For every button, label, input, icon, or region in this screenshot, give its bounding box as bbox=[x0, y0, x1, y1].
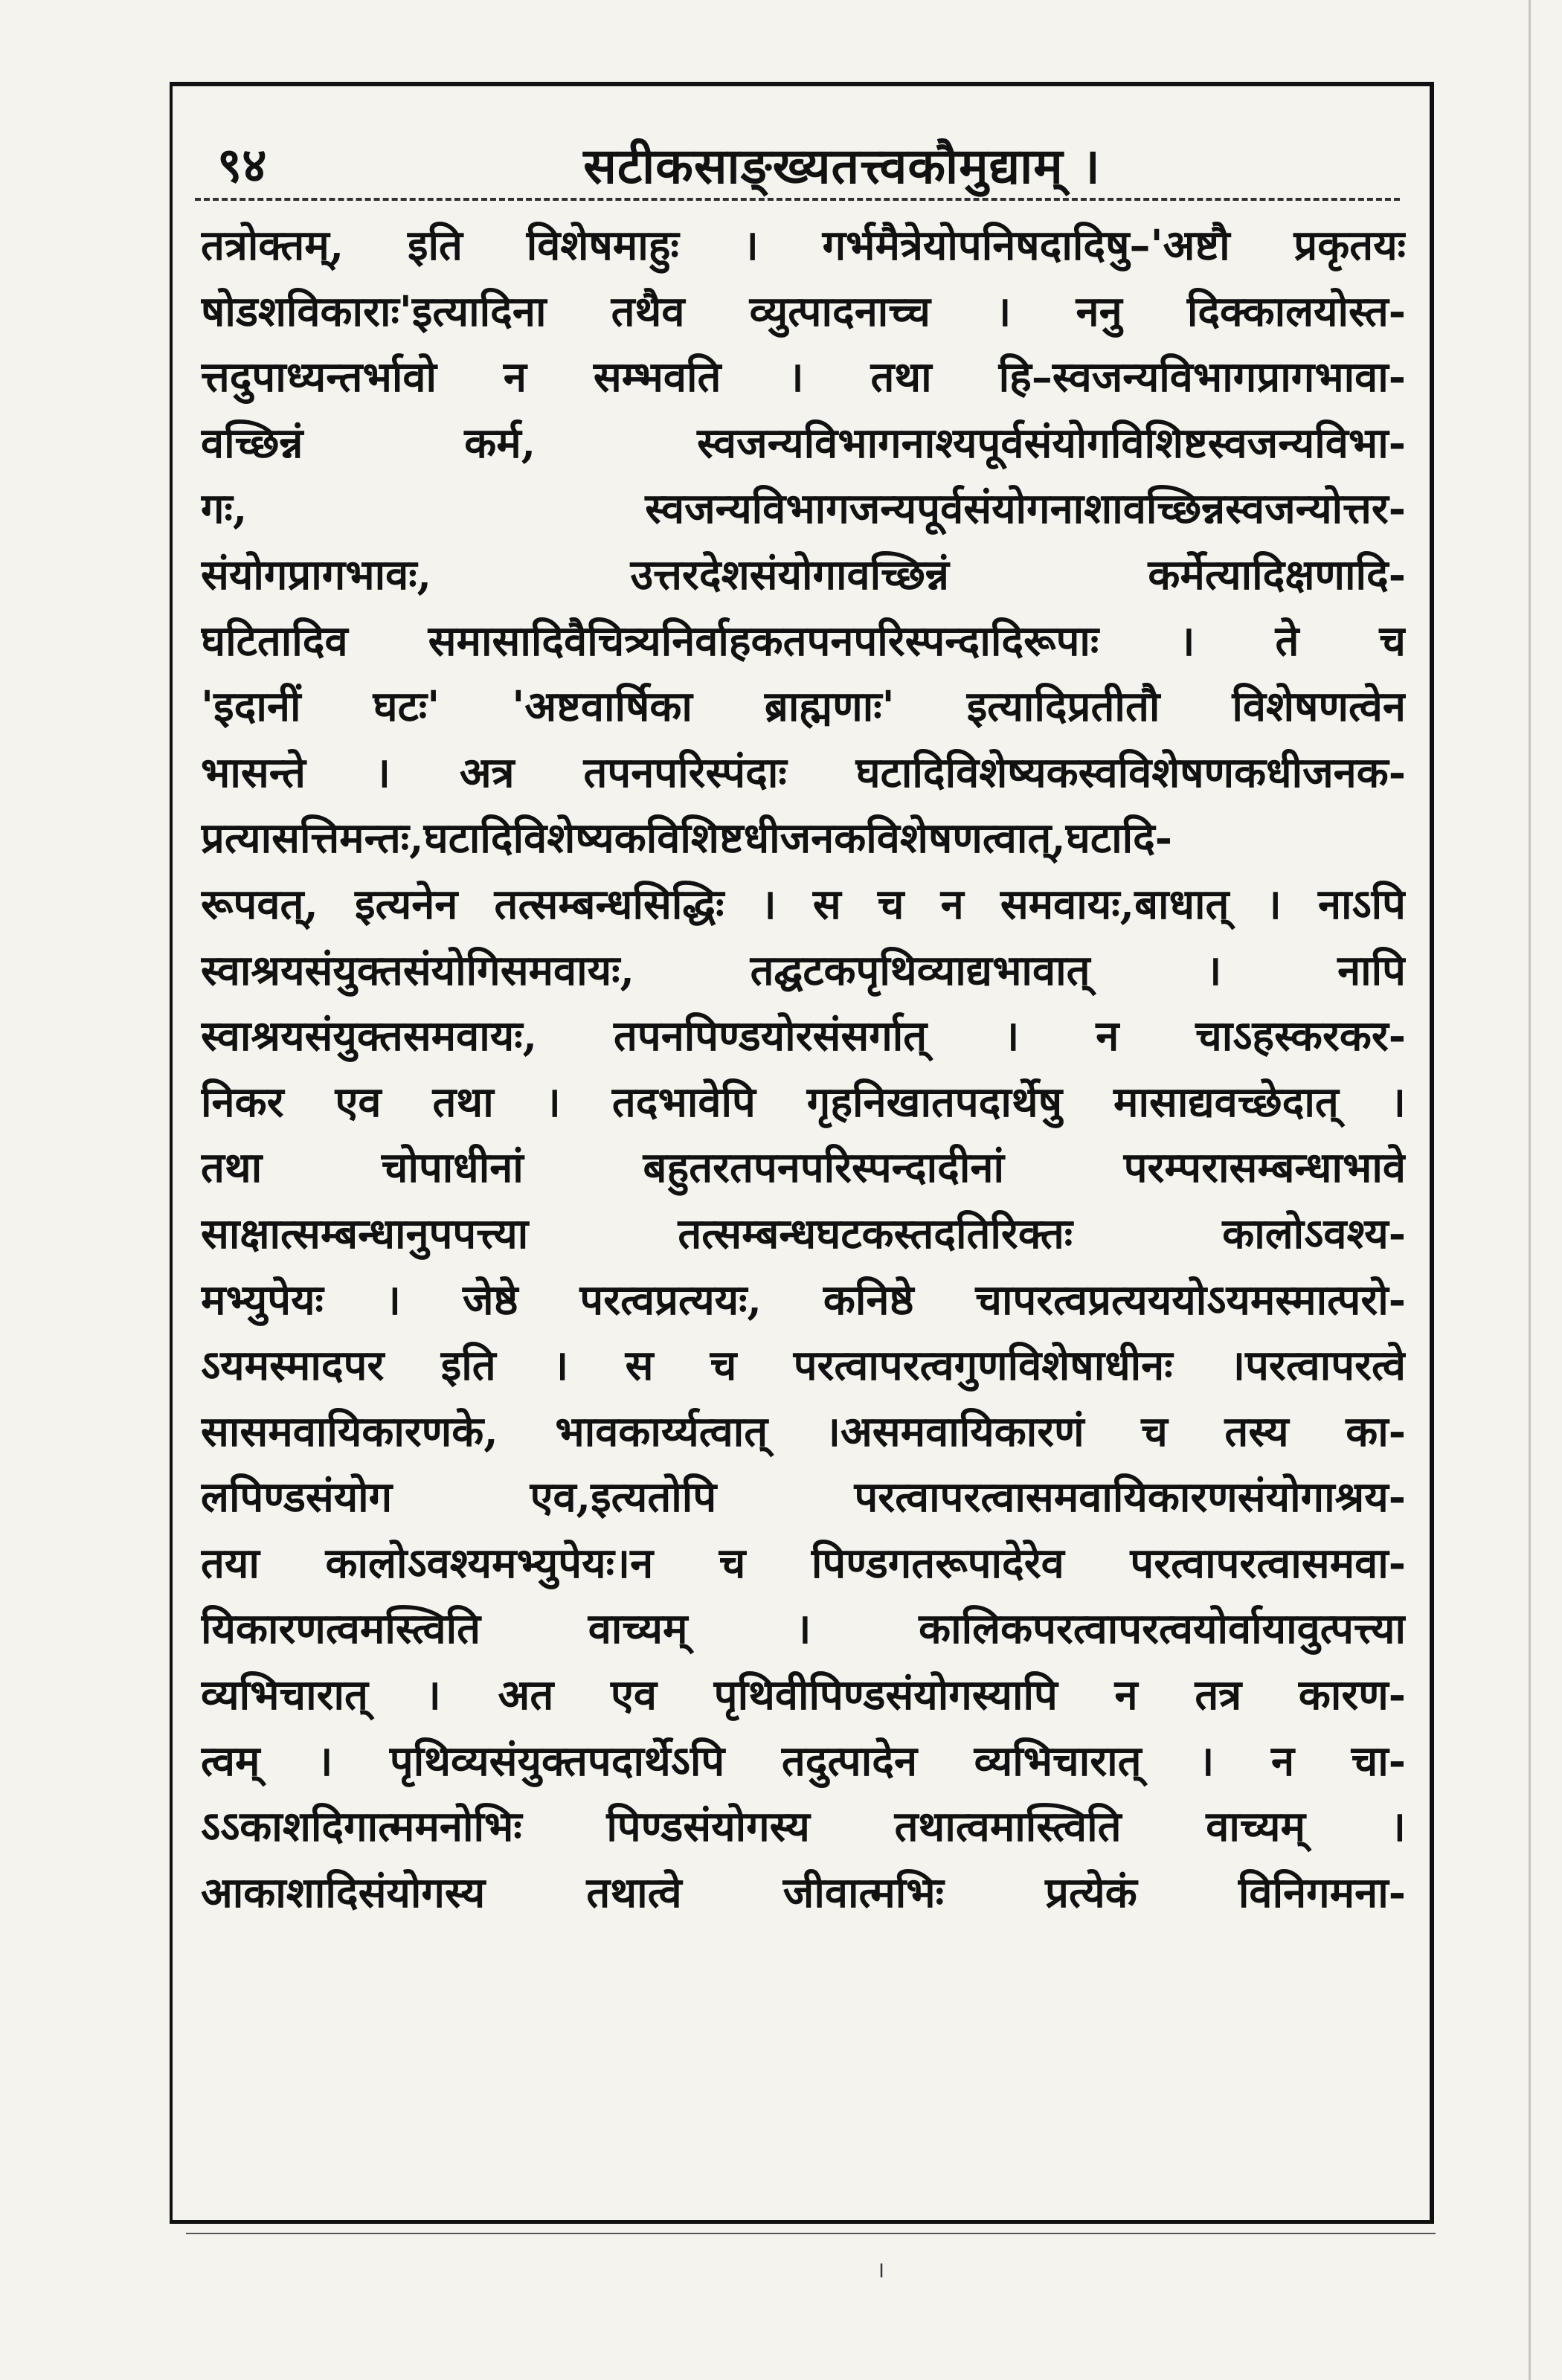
running-title: सटीकसाङ्ख्यतत्त्वकौमुद्याम् । bbox=[583, 137, 1101, 195]
text-line: यिकारणत्वमस्त्विति वाच्यम् । कालिकपरत्वापरत्वयोर्वायावुत्पत्त्या bbox=[201, 1604, 1406, 1654]
text-line: ऽऽकाशदिगात्ममनोभिः पिण्डसंयोगस्य तथात्वमास्त्विति वाच्यम् । bbox=[201, 1802, 1406, 1852]
text-line: तया कालोऽवश्यमभ्युपेयः।न च पिण्डगतरूपादेरेव परत्वापरत्वासमवा- bbox=[201, 1538, 1406, 1588]
text-line: भासन्ते । अत्र तपनपरिस्पंदाः घटादिविशेष्यकस्वविशेषणकधीजनक- bbox=[201, 747, 1406, 797]
text-line: आकाशादिसंयोगस्य तथात्वे जीवात्मभिः प्रत्येकं विनिगमना- bbox=[201, 1868, 1406, 1917]
text-line: स्वाश्रयसंयुक्तसमवायः, तपनपिण्डयोरसंसर्गात् । न चाऽहस्करकर- bbox=[201, 1012, 1406, 1061]
text-line: संयोगप्रागभावः, उत्तरदेशसंयोगावच्छिन्नं कर्मेत्यादिक्षणादि- bbox=[201, 550, 1406, 599]
text-line: त्वम् । पृथिव्यसंयुक्तपदार्थेऽपि तदुत्पादेन व्यभिचारात् । न चा- bbox=[201, 1736, 1406, 1786]
text-line: साक्षात्सम्बन्धानुपपत्त्या तत्सम्बन्धघटकस्तदतिरिक्तः कालोऽवश्य- bbox=[201, 1209, 1406, 1258]
text-line: तत्रोक्तम्, इति विशेषमाहुः । गर्भमैत्रेयोपनिषदादिषु–'अष्टौ प्रकृतयः bbox=[201, 221, 1406, 270]
text-line: त्तदुपाध्यन्तर्भावो न सम्भवति । तथा हि–स्वजन्यविभागप्रागभावा- bbox=[201, 353, 1406, 402]
page-header bbox=[173, 109, 1430, 198]
text-line: 'इदानीं घटः' 'अष्टवार्षिका ब्राह्मणाः' इत्यादिप्रतीतौ विशेषणत्वेन bbox=[201, 682, 1406, 732]
footer-mark: । bbox=[876, 2257, 885, 2283]
text-line: सासमवायिकारणके, भावकार्य्यत्वात् ।असमवायिकारणं च तस्य का- bbox=[201, 1406, 1406, 1456]
text-line: मभ्युपेयः । जेष्ठे परत्वप्रत्ययः, कनिष्ठे चापरत्वप्रत्यययोऽयमस्मात्परो- bbox=[201, 1275, 1406, 1325]
text-line: घटितादिव समासादिवैचित्र्यनिर्वाहकतपनपरिस्पन्दादिरूपाः । ते च bbox=[201, 616, 1406, 666]
body-text bbox=[201, 213, 1406, 2191]
text-line: निकर एव तथा । तदभावेपि गृहनिखातपदार्थेषु मासाद्यवच्छेदात् । bbox=[201, 1077, 1406, 1127]
frame-bottom-rule bbox=[170, 2220, 1434, 2224]
text-line: रूपवत्, इत्यनेन तत्सम्बन्धसिद्धिः । स च न समवायः,बाधात् । नाऽपि bbox=[201, 879, 1406, 929]
page-edge bbox=[1529, 0, 1531, 2380]
text-line: लपिण्डसंयोग एव,इत्यतोपि परत्वापरत्वासमवायिकारणसंयोगाश्रय- bbox=[201, 1473, 1406, 1522]
text-line: तथा चोपाधीनां बहुतरतपनपरिस्पन्दादीनां परम्परासम्बन्धाभावे bbox=[201, 1143, 1406, 1193]
page-number: ९४ bbox=[217, 138, 267, 193]
text-line: स्वाश्रयसंयुक्तसंयोगिसमवायः, तद्घटकपृथिव्याद्यभावात् । नापि bbox=[201, 945, 1406, 995]
text-line: ऽयमस्मादपर इति । स च परत्वापरत्वगुणविशेषाधीनः ।परत्वापरत्वे bbox=[201, 1341, 1406, 1391]
text-line: षोडशविकाराः'इत्यादिना तथैव व्युत्पादनाच्च । ननु दिक्कालयोस्त- bbox=[201, 286, 1406, 336]
text-line: वच्छिन्नं कर्म, स्वजन्यविभागनाश्यपूर्वसंयोगविशिष्टस्वजन्यविभा- bbox=[201, 418, 1406, 468]
frame-bottom-rule-thin bbox=[186, 2233, 1436, 2234]
page-frame bbox=[170, 82, 1434, 2221]
text-line: प्रत्यासत्तिमन्तः,घटादिविशेष्यकविशिष्टधीजनकविशेषणत्वात्,घटादि- bbox=[201, 814, 1173, 863]
header-rule bbox=[195, 198, 1400, 201]
text-line: व्यभिचारात् । अत एव पृथिवीपिण्डसंयोगस्यापि न तत्र कारण- bbox=[201, 1670, 1406, 1720]
text-line: गः, स्वजन्यविभागजन्यपूर्वसंयोगनाशावच्छिन्नस्वजन्योत्तर- bbox=[201, 484, 1406, 534]
